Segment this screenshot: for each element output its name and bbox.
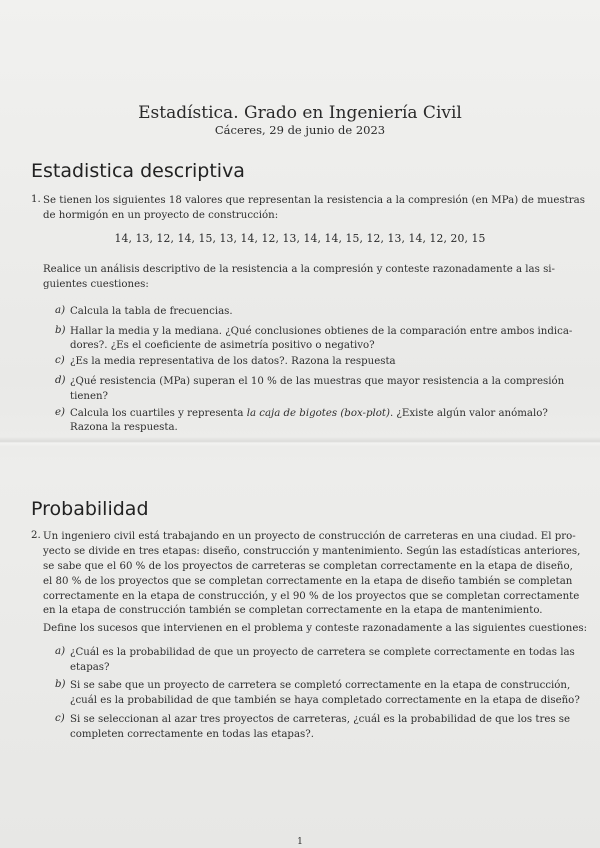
exam-date: Cáceres, 29 de junio de 2023 (214, 123, 386, 137)
paper-fold (0, 437, 600, 447)
q1-item-e-part1: Calcula los cuartiles y representa (70, 408, 247, 419)
q1-intro-line1: Se tienen los siguientes 18 valores que representan la resistencia a la compresión (en MPa) de muestras (43, 195, 585, 206)
q2-item-c-line1: Si se seleccionan al azar tres proyectos de carreteras, ¿cuál es la probabilidad de que los tres se (70, 714, 571, 725)
q1-item-a-label: a) (55, 305, 66, 316)
question-number-2: 2. (31, 530, 41, 541)
q1-item-e-boxplot: la caja de bigotes (box-plot) (246, 408, 390, 419)
q1-item-d-line2: tienen? (70, 391, 108, 402)
exam-title: Estadística. Grado en Ingeniería Civil (138, 103, 462, 123)
data-values: 14, 13, 12, 14, 15, 13, 14, 12, 13, 14, 14, 15, 12, 13, 14, 12, 20, 15 (114, 232, 486, 245)
q2-item-b-label: b) (55, 679, 66, 690)
question-number-1: 1. (31, 194, 41, 205)
q1-instruction-line1: Realice un análisis descriptivo de la resistencia a la compresión y conteste razonadamente a las si- (43, 264, 555, 275)
q1-item-e-label: e) (55, 407, 66, 418)
q2-para-line5: correctamente en la etapa de construcción, y el 90 % de los proyectos que se completan correctamente (43, 591, 580, 602)
q1-item-a-text: Calcula la tabla de frecuencias. (70, 306, 233, 317)
q1-instruction-line2: guientes cuestiones: (43, 279, 149, 290)
q2-item-a-line1: ¿Cuál es la probabilidad de que un proyecto de carretera se complete correctamente en todas las (70, 647, 575, 658)
q2-para-line2: yecto se divide en tres etapas: diseño, construcción y mantenimiento. Según las estadísticas anteriores, (43, 546, 581, 557)
q1-item-b-label: b) (55, 325, 66, 336)
q1-item-e-line1 (70, 406, 548, 421)
q2-para-line4: el 80 % de los proyectos que se completan correctamente en la etapa de diseño también se completan (43, 576, 573, 587)
q2-item-c-line2: completen correctamente en todas las etapas?. (70, 729, 314, 740)
q2-item-a-line2: etapas? (70, 662, 110, 673)
q1-item-e-line2: Razona la respuesta. (70, 422, 178, 433)
q1-item-c-label: c) (55, 355, 65, 366)
q2-item-a-label: a) (55, 646, 66, 657)
page-number: 1 (297, 837, 303, 847)
q2-item-c-label: c) (55, 713, 65, 724)
q1-item-e-part3: . ¿Existe algún valor anómalo? (389, 408, 548, 419)
q1-item-c-text: ¿Es la media representativa de los datos?. Razona la respuesta (70, 356, 396, 367)
q2-instruction: Define los sucesos que intervienen en el problema y conteste razonadamente a las siguientes cuestiones: (43, 623, 588, 634)
q2-item-b-line2: ¿cuál es la probabilidad de que también se haya completado correctamente en la etapa de diseño? (70, 695, 580, 706)
q2-para-line1: Un ingeniero civil está trabajando en un proyecto de construcción de carreteras en una ciudad. El pro- (43, 531, 576, 542)
section-heading-probability: Probabilidad (31, 498, 149, 520)
q1-item-b-line1: Hallar la media y la mediana. ¿Qué conclusiones obtienes de la comparación entre ambos indica- (70, 326, 573, 337)
section-heading-descriptive: Estadistica descriptiva (31, 160, 245, 182)
q2-item-b-line1: Si se sabe que un proyecto de carretera se completó correctamente en la etapa de construcción, (70, 680, 571, 691)
q1-intro-line2: de hormigón en un proyecto de construcción: (43, 210, 279, 221)
q2-para-line6: en la etapa de construcción también se completan correctamente en la etapa de mantenimiento. (43, 605, 543, 616)
q1-item-d-line1: ¿Qué resistencia (MPa) superan el 10 % de las muestras que mayor resistencia a la compresión (70, 376, 565, 387)
q1-item-b-line2: dores?. ¿Es el coeficiente de asimetría positivo o negativo? (70, 340, 375, 351)
q1-item-d-label: d) (55, 375, 66, 386)
q2-para-line3: se sabe que el 60 % de los proyectos de carreteras se completan correctamente en la etapa de diseño, (43, 561, 573, 572)
